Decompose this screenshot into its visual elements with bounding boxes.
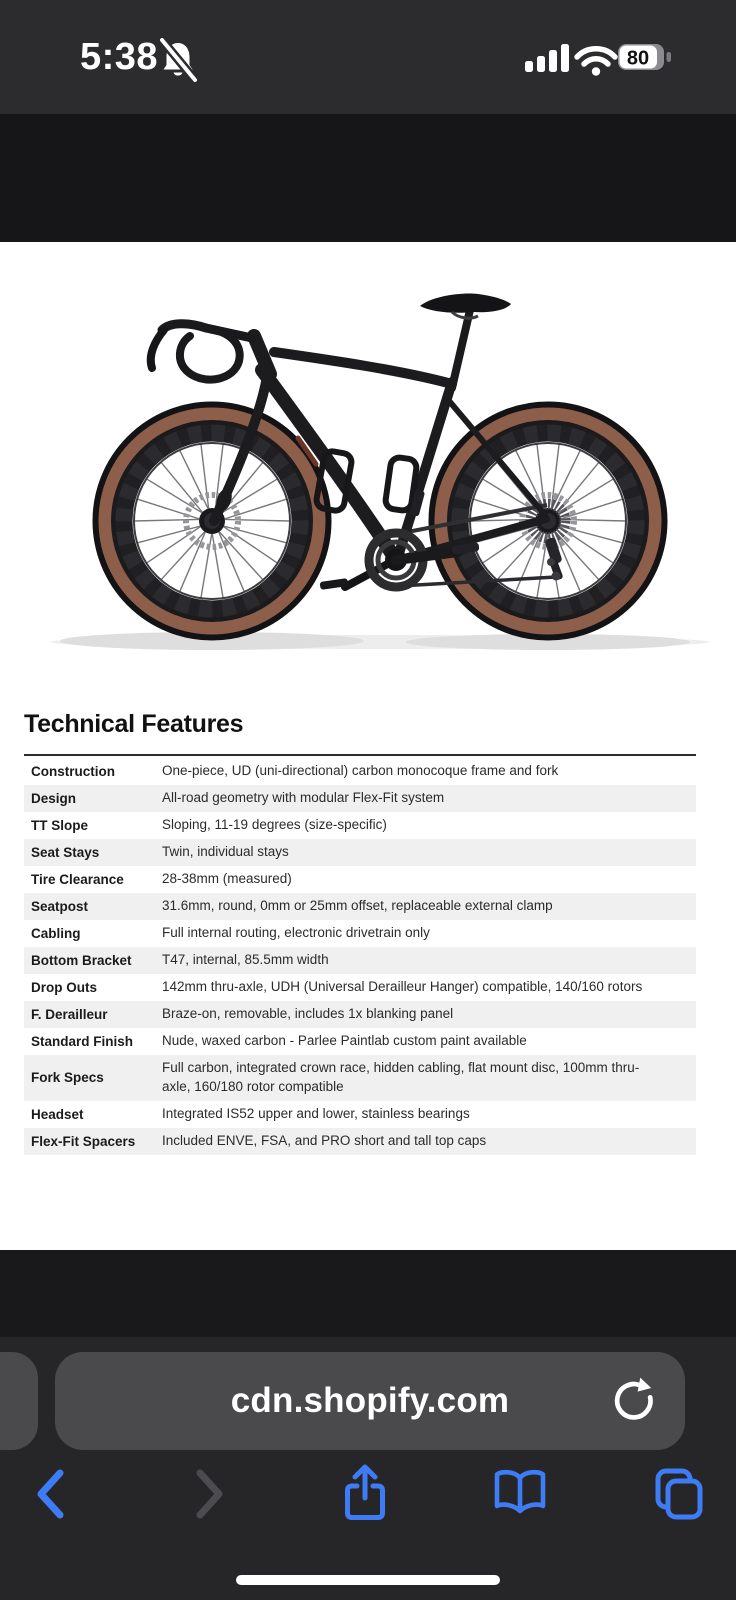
spec-value: Full carbon, integrated crown race, hidden cabling, flat mount disc, 100mm thru-axle, 160/180 rotor compatible xyxy=(162,1060,640,1094)
notifications-silenced-icon xyxy=(158,38,198,89)
spec-value: One-piece, UD (uni-directional) carbon monocoque frame and fork xyxy=(162,763,559,779)
address-bar[interactable] xyxy=(55,1352,685,1450)
chevron-left-icon xyxy=(20,1514,84,1529)
open-book-icon xyxy=(488,1514,552,1529)
tabs-overview-icon xyxy=(644,1514,708,1529)
spec-value: Twin, individual stays xyxy=(162,844,289,860)
reload-button[interactable] xyxy=(609,1376,659,1426)
page-bottom-letterbox xyxy=(0,1250,736,1337)
reload-icon xyxy=(609,1414,659,1429)
spec-row xyxy=(24,893,696,920)
spec-label: Construction xyxy=(31,764,115,779)
spec-label: F. Derailleur xyxy=(31,1007,108,1022)
spec-value: All-road geometry with modular Flex-Fit system xyxy=(162,790,445,806)
spec-label: Headset xyxy=(31,1106,84,1122)
bookmarks-button[interactable] xyxy=(488,1462,552,1526)
spec-row xyxy=(24,758,696,785)
home-indicator[interactable] xyxy=(236,1575,500,1585)
spec-label: Fork Specs xyxy=(31,1070,104,1086)
cellular-signal-icon xyxy=(525,42,573,77)
spec-label: Seatpost xyxy=(31,899,89,914)
battery-icon xyxy=(618,42,674,79)
spec-row xyxy=(24,1128,696,1155)
spec-row xyxy=(24,1028,696,1055)
share-button[interactable] xyxy=(333,1462,397,1526)
spec-label: Standard Finish xyxy=(31,1034,134,1049)
spec-value: T47, internal, 85.5mm width xyxy=(162,952,329,968)
spec-row xyxy=(24,920,696,947)
tabs-button[interactable] xyxy=(644,1462,708,1526)
spec-label: Seat Stays xyxy=(31,845,100,860)
chevron-right-icon xyxy=(176,1514,240,1529)
spec-label: Cabling xyxy=(31,926,81,941)
battery-percent-label: 80 xyxy=(626,47,650,70)
spec-value: 142mm thru-axle, UDH (Universal Derailleur Hanger) compatible, 140/160 rotors xyxy=(162,979,643,995)
spec-value: 28-38mm (measured) xyxy=(162,871,292,887)
spec-label: Flex-Fit Spacers xyxy=(31,1133,136,1149)
spec-label: Tire Clearance xyxy=(31,872,124,887)
spec-row xyxy=(24,1101,696,1128)
back-button[interactable] xyxy=(20,1462,84,1526)
section-divider xyxy=(24,754,696,756)
clock-label: 5:38 xyxy=(80,36,159,78)
spec-row xyxy=(24,812,696,839)
spec-row xyxy=(24,866,696,893)
spec-label: Bottom Bracket xyxy=(31,953,132,968)
spec-row xyxy=(24,947,696,974)
spec-label: Design xyxy=(31,791,77,806)
spec-value: Included ENVE, FSA, and PRO short and tall top caps xyxy=(162,1132,487,1148)
spec-value: 31.6mm, round, 0mm or 25mm offset, replaceable external clamp xyxy=(162,898,553,914)
web-page-content xyxy=(0,242,736,1250)
product-image-bike xyxy=(0,242,736,652)
forward-button[interactable] xyxy=(176,1462,240,1526)
spec-value: Sloping, 11-19 degrees (size-specific) xyxy=(162,817,387,833)
spec-row xyxy=(24,1055,696,1101)
spec-row xyxy=(24,785,696,812)
address-url-label: cdn.shopify.com xyxy=(230,1381,510,1420)
status-bar xyxy=(0,0,736,114)
spec-row xyxy=(24,1001,696,1028)
spec-value: Full internal routing, electronic drivetrain only xyxy=(162,925,430,941)
spec-value: Integrated IS52 upper and lower, stainless bearings xyxy=(162,1105,470,1121)
specs-table xyxy=(24,758,696,1155)
spec-value: Nude, waxed carbon - Parlee Paintlab custom paint available xyxy=(162,1033,527,1049)
spec-label: Drop Outs xyxy=(31,980,97,995)
technical-features-section xyxy=(24,710,696,1155)
safari-bottom-chrome xyxy=(0,1337,736,1600)
spec-label: TT Slope xyxy=(31,818,88,833)
spec-value: Braze-on, removable, includes 1x blanking panel xyxy=(162,1006,454,1022)
share-icon xyxy=(333,1514,397,1529)
wifi-icon xyxy=(573,44,619,83)
previous-tab-peek[interactable] xyxy=(0,1352,38,1450)
spec-row xyxy=(24,839,696,866)
spec-row xyxy=(24,974,696,1001)
page-top-letterbox xyxy=(0,114,736,242)
section-title: Technical Features xyxy=(24,710,244,738)
